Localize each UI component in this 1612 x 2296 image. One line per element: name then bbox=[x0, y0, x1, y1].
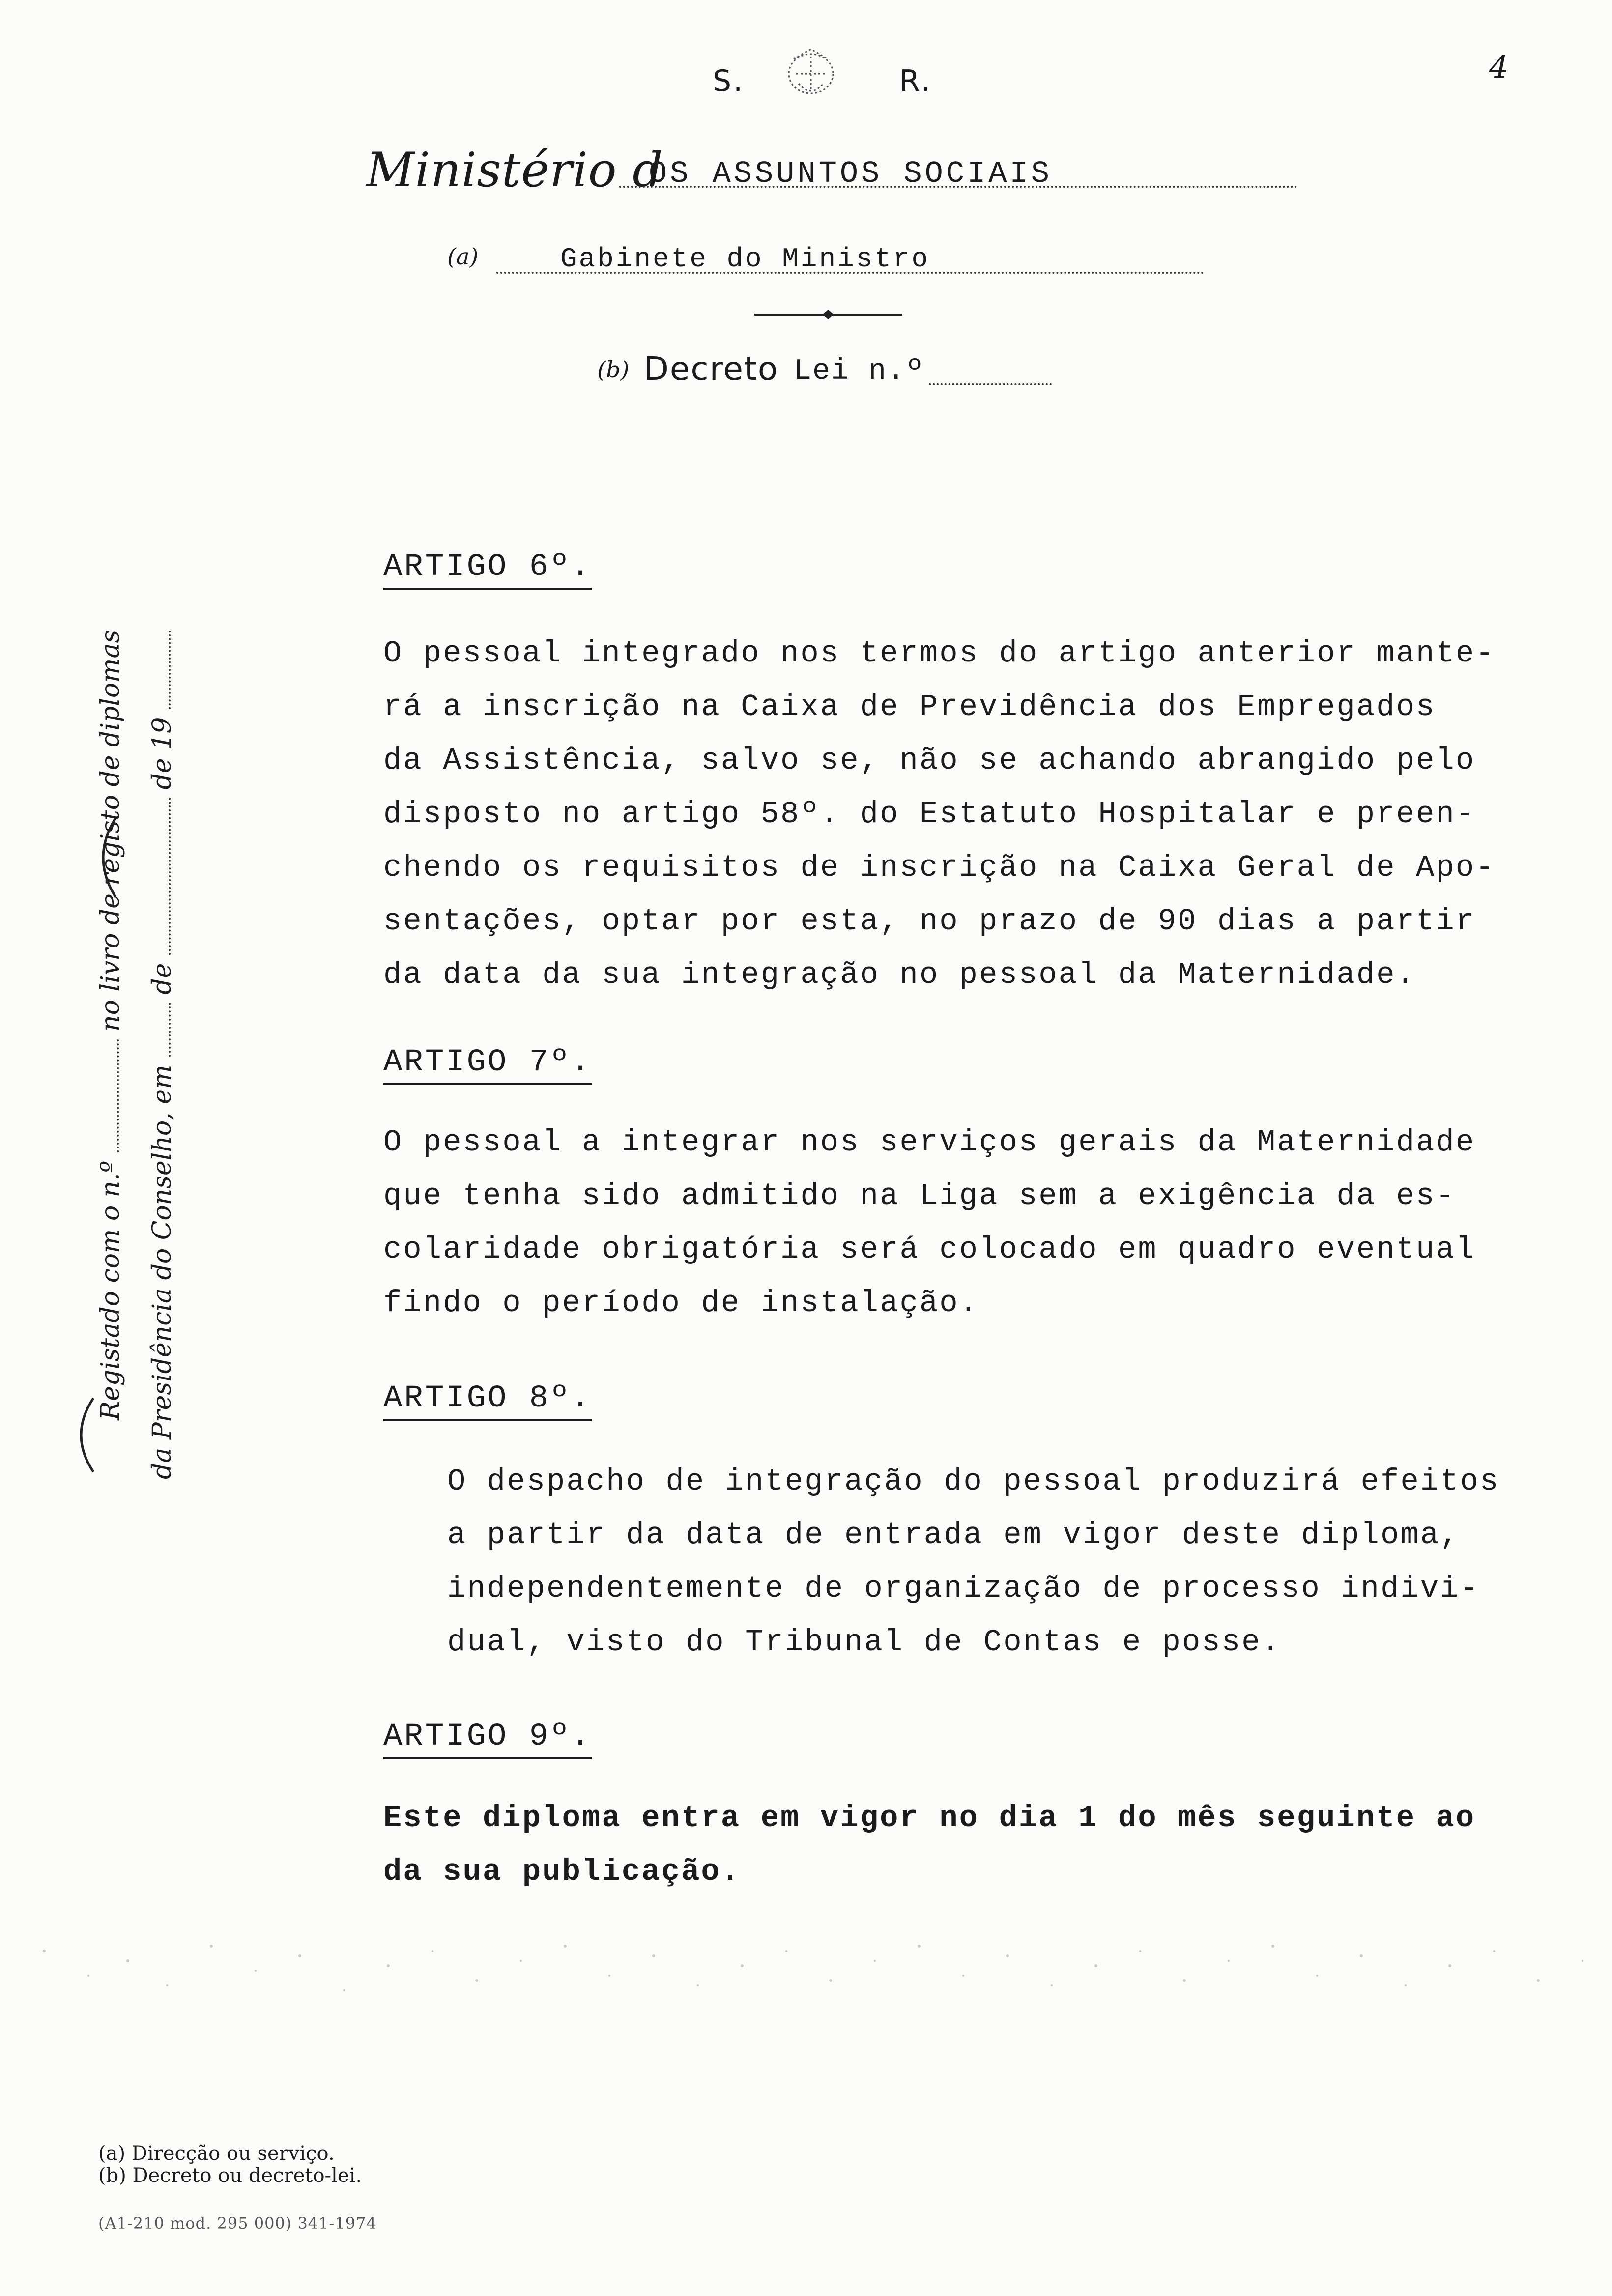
margin-register-line-1 bbox=[96, 630, 125, 1420]
article-9-title: ARTIGO 9º. bbox=[383, 1719, 592, 1759]
form-code: (A1-210 mod. 295 000) 341-1974 bbox=[98, 2214, 377, 2233]
decree-type: Lei n.º bbox=[794, 355, 925, 388]
ministry-dotted-line bbox=[619, 186, 1297, 188]
margin-dots bbox=[149, 1003, 171, 1057]
margin-bracket-icon bbox=[59, 1396, 103, 1474]
scan-noise bbox=[0, 1931, 1612, 2010]
article-9-text: Este diploma entra em vigor no dia 1 do mês seguinte ao da sua publicação. bbox=[383, 1801, 1476, 1889]
decree-mark: (b) bbox=[597, 356, 630, 383]
page-number: 4 bbox=[1489, 49, 1509, 85]
ornament-divider bbox=[754, 307, 902, 322]
margin-bracket-icon bbox=[81, 816, 125, 899]
margin-year-label: de 19 bbox=[147, 717, 177, 790]
ministry-name: OS ASSUNTOS SOCIAIS bbox=[649, 156, 1052, 191]
header-left-letter: S. bbox=[713, 64, 745, 98]
decree-label: Decreto bbox=[644, 350, 779, 388]
service-dotted-line bbox=[496, 272, 1204, 274]
coat-of-arms-icon bbox=[779, 44, 843, 103]
margin-book-label: no livro de registo de diplomas bbox=[96, 630, 125, 1032]
decree-dotted-line bbox=[929, 383, 1052, 385]
service-mark: (a) bbox=[447, 243, 479, 270]
header-right-letter: R. bbox=[899, 64, 932, 98]
margin-dots bbox=[149, 631, 171, 709]
margin-register-line-2 bbox=[147, 631, 177, 1479]
footnote-b-mark: (b) bbox=[98, 2164, 126, 2187]
margin-dots bbox=[149, 798, 171, 955]
article-6-text: O pessoal integrado nos termos do artigo anterior mante- rá a inscrição na Caixa de Previdência dos Empregados da Assistência, salvo se, não se achando abrangido pelo disposto no artigo 58º. do Estatuto Hospitalar e preen- chendo os requisitos de inscrição na Caixa Geral de Apo- sentações, optar por esta, no prazo de 90 dias a partir da data da sua integração no pessoal da Maternidade. bbox=[383, 636, 1496, 992]
article-8-title: ARTIGO 8º. bbox=[383, 1381, 592, 1421]
footnote-b-text: Decreto ou decreto-lei. bbox=[132, 2164, 362, 2187]
article-7-text: O pessoal a integrar nos serviços gerais da Maternidade que tenha sido admitido na Liga sem a exigência da es- colaridade obrigatória será colocado em quadro eventual findo o período de instalação. bbox=[383, 1125, 1476, 1320]
article-7-title: ARTIGO 7º. bbox=[383, 1045, 592, 1085]
margin-de-label: de bbox=[147, 963, 177, 995]
footnote-a-text: Direcção ou serviço. bbox=[131, 2142, 335, 2165]
margin-dots bbox=[97, 1039, 119, 1152]
article-8-text: O despacho de integração do pessoal produzirá efeitos a partir da data de entrada em vigor deste diploma, independentemente de organização de processo indivi- dual, visto do Tribunal de Contas e posse. bbox=[447, 1464, 1500, 1660]
margin-presidency-label: da Presidência do Conselho, em bbox=[147, 1064, 177, 1479]
footnote-b bbox=[98, 2165, 362, 2186]
service-name: Gabinete do Ministro bbox=[560, 243, 930, 275]
footnote-a bbox=[98, 2143, 335, 2164]
ministry-label: Ministério d bbox=[366, 143, 663, 198]
margin-registered-label: Registado com o n.º bbox=[96, 1160, 125, 1420]
article-6-title: ARTIGO 6º. bbox=[383, 549, 592, 590]
footnote-a-mark: (a) bbox=[98, 2142, 126, 2165]
